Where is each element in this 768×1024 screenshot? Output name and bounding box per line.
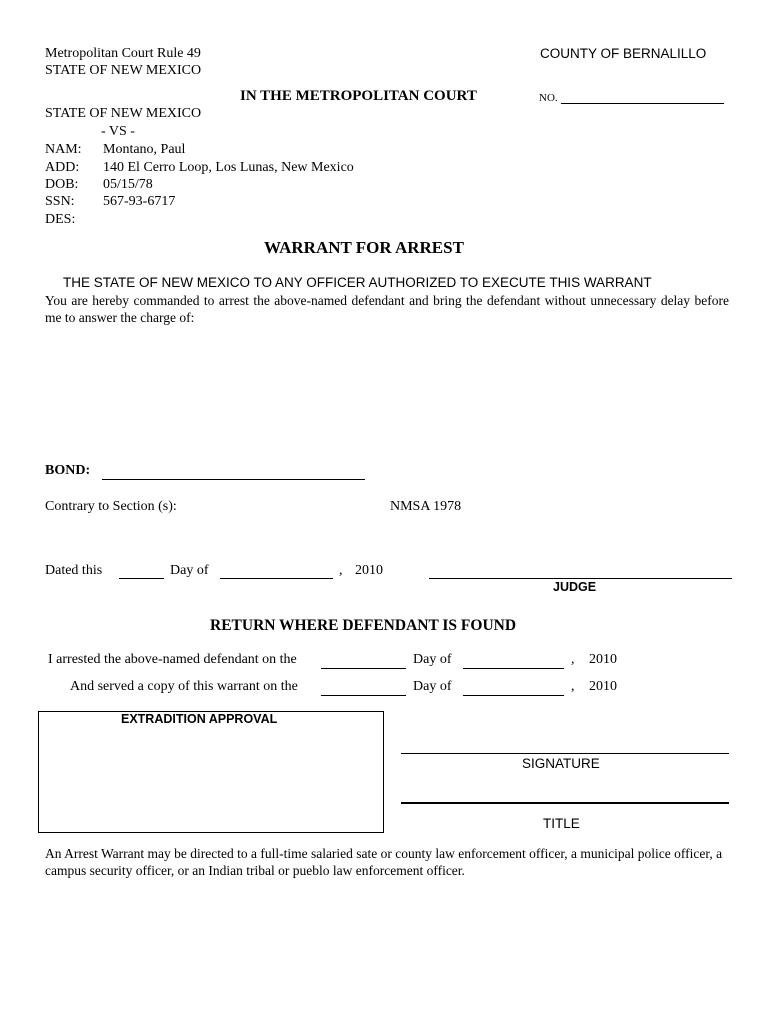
ssn-label: SSN:	[45, 194, 75, 209]
signature-line	[401, 753, 729, 754]
return-title: RETURN WHERE DEFENDANT IS FOUND	[210, 617, 517, 634]
case-number-label: NO.	[539, 92, 558, 104]
dated-day-line	[119, 578, 164, 579]
bond-label: BOND:	[45, 463, 91, 478]
address-label: ADD:	[45, 160, 80, 175]
judge-label: JUDGE	[553, 580, 597, 594]
case-number-line	[561, 103, 724, 104]
court-rule: Metropolitan Court Rule 49	[45, 46, 201, 61]
dated-month-line	[220, 578, 333, 579]
arrested-year: 2010	[589, 652, 617, 667]
served-year: 2010	[589, 679, 617, 694]
served-comma: ,	[571, 679, 575, 694]
versus-label: - VS -	[101, 124, 135, 139]
state-top: STATE OF NEW MEXICO	[45, 63, 202, 78]
title-label: TITLE	[543, 816, 580, 831]
dob-label: DOB:	[45, 177, 79, 192]
dated-this-label: Dated this	[45, 563, 103, 578]
judge-signature-line	[429, 578, 732, 579]
warrant-title: WARRANT FOR ARREST	[264, 238, 464, 257]
name-label: NAM:	[45, 142, 82, 157]
ssn-value: 567-93-6717	[103, 194, 176, 209]
served-month-line	[463, 695, 564, 696]
signature-label: SIGNATURE	[522, 756, 600, 771]
arrested-day-of-label: Day of	[413, 652, 452, 667]
address-value: 140 El Cerro Loop, Los Lunas, New Mexico	[103, 160, 354, 175]
warrant-command: You are hereby commanded to arrest the above-named defendant and bring the defendant without unnecessary delay before me to answer the charge of:	[45, 293, 729, 325]
arrested-comma: ,	[571, 652, 575, 667]
county-name: COUNTY OF BERNALILLO	[540, 46, 707, 61]
section-label: Contrary to Section (s):	[45, 499, 177, 514]
plaintiff-name: STATE OF NEW MEXICO	[45, 106, 202, 121]
served-label: And served a copy of this warrant on the	[70, 679, 298, 694]
served-day-line	[321, 695, 406, 696]
served-day-of-label: Day of	[413, 679, 452, 694]
court-title: IN THE METROPOLITAN COURT	[240, 88, 477, 104]
dated-day-of-label: Day of	[170, 563, 209, 578]
extradition-approval-box	[38, 711, 384, 833]
extradition-approval-label: EXTRADITION APPROVAL	[121, 712, 278, 726]
arrested-month-line	[463, 668, 564, 669]
title-line	[401, 802, 729, 804]
warrant-address-line: THE STATE OF NEW MEXICO TO ANY OFFICER AUTHORIZED TO EXECUTE THIS WARRANT	[63, 275, 652, 290]
arrested-label: I arrested the above-named defendant on the	[48, 652, 297, 667]
footer-note: An Arrest Warrant may be directed to a full-time salaried sate or county law enforcement officer, a municipal police officer, a campus security officer, or an Indian tribal or pueblo law enforcement officer.	[45, 846, 723, 878]
bond-line	[102, 479, 365, 480]
arrested-day-line	[321, 668, 406, 669]
description-label: DES:	[45, 212, 76, 227]
dob-value: 05/15/78	[103, 177, 153, 192]
name-value: Montano, Paul	[103, 142, 186, 157]
nmsa-label: NMSA 1978	[390, 499, 462, 514]
dated-year: 2010	[355, 563, 383, 578]
dated-comma: ,	[339, 563, 343, 578]
